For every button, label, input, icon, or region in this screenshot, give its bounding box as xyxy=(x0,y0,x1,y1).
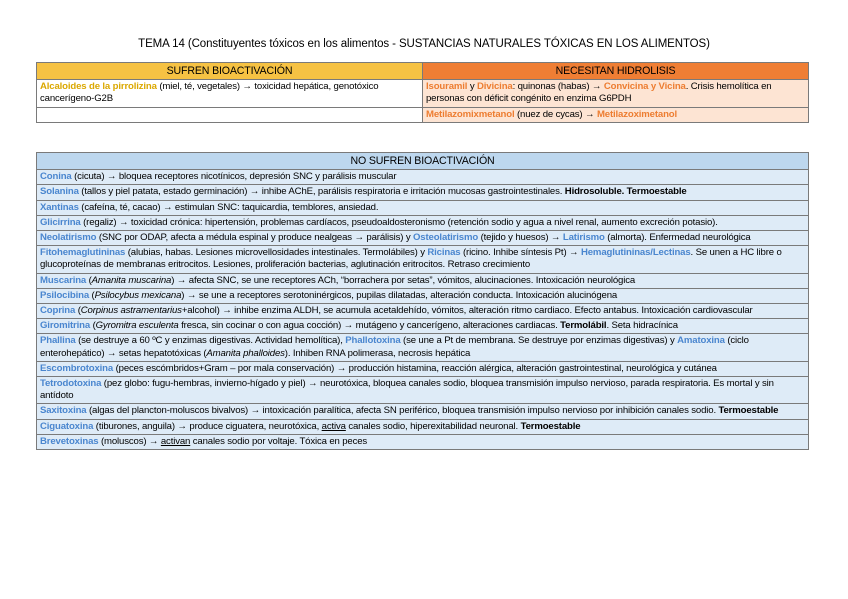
cell-metilazo: Metilazomixmetanol (nuez de cycas) → Metilazoximetanol xyxy=(423,107,809,122)
cell-isouramil: Isouramil y Divicina: quinonas (habas) → Convicina y Vicina. Crisis hemolítica en personas con déficit congénito en enzima G6PDH xyxy=(423,80,809,107)
row-tetrodotoxina: Tetrodotoxina (pez globo: fugu-hembras, invierno-hígado y piel) → neurotóxica, bloquea canales sodio, bloquea transmisión impulso nervioso, parada respiratoria. Es mortal y sin antídoto xyxy=(37,377,809,404)
row-neolatirismo: Neolatirismo (SNC por ODAP, afecta a médula espinal y produce nealgeas → parálisis) y Osteolatirismo (tejido y huesos) → Latirismo (almorta). Enfermedad neurológica xyxy=(37,231,809,246)
row-phallina: Phallina (se destruye a 60 ºC y enzimas digestivas. Actividad hemolítica), Phallotoxina (se une a Pt de membrana. Se destruye por enzimas digestivas) y Amatoxina (ciclo enterohepático) → setas hepatotóxicas (Amanita phalloides). Inhiben RNA polimerasa, necrosis hepática xyxy=(37,334,809,361)
cell-empty xyxy=(37,107,423,122)
row-xantinas: Xantinas (cafeína, té, cacao) → estimulan SNC: taquicardia, temblores, ansiedad. xyxy=(37,200,809,215)
row-escombrotoxina: Escombrotoxina (peces escómbridos+Gram – por mala conservación) → producción histamina, reacción alérgica, alteración gastrointestinal, neurológica y cutánea xyxy=(37,361,809,376)
row-conina: Conina (cicuta) → bloquea receptores nicotínicos, depresión SNC y parálisis muscular xyxy=(37,170,809,185)
row-saxitoxina: Saxitoxina (algas del plancton-moluscos bivalvos) → intoxicación paralítica, afecta SN periférico, bloquea transmisión impulso nervioso por inhibición canales sodio. Termoestable xyxy=(37,404,809,419)
row-psilocibina: Psilocibina (Psilocybus mexicana) → se une a receptores serotoninérgicos, pupilas dilatadas, alteración conducta. Intoxicación alucinógena xyxy=(37,288,809,303)
row-solanina: Solanina (tallos y piel patata, estado germinación) → inhibe AChE, parálisis respiratoria e irritación mucosas gastrointestinales. Hidrosoluble. Termoestable xyxy=(37,185,809,200)
row-ciguatoxina: Ciguatoxina (tiburones, anguila) → produce ciguatera, neurotóxica, activa canales sodio, hiperexitabilidad neuronal. Termoestable xyxy=(37,419,809,434)
row-brevetoxinas: Brevetoxinas (moluscos) → activan canales sodio por voltaje. Tóxica en peces xyxy=(37,434,809,449)
bioactivation-table xyxy=(36,62,809,123)
no-bioactivation-table xyxy=(36,152,809,450)
cell-alcaloides: Alcaloides de la pirrolizina (miel, té, vegetales) → toxicidad hepática, genotóxico cancerígeno-G2B xyxy=(37,80,423,107)
row-fitohemaglutininas: Fitohemaglutininas (alubias, habas. Lesiones microvellosidades intestinales. Termolábiles) y Ricinas (ricino. Inhibe síntesis Pt) → Hemaglutininas/Lectinas. Se unen a HC libre o glucoproteínas de membranas eritrocitos. Lesiones, proliferación bacterias, aglutinación eritrocitos. Retraso crecimiento xyxy=(37,246,809,273)
header-necesitan-hidrolisis: NECESITAN HIDROLISIS xyxy=(423,63,809,80)
row-muscarina: Muscarina (Amanita muscarina) → afecta SNC, se une receptores ACh, “borrachera por setas”, vómitos, alucinaciones. Intoxicación neurológica xyxy=(37,273,809,288)
page-title: TEMA 14 (Constituyentes tóxicos en los alimentos - SUSTANCIAS NATURALES TÓXICAS EN LOS ALIMENTOS) xyxy=(138,38,710,50)
header-sufren-bioactivacion: SUFREN BIOACTIVACIÓN xyxy=(37,63,423,80)
row-giromitrina: Giromitrina (Gyromitra esculenta fresca, sin cocinar o con agua cocción) → mutágeno y cancerígeno, alteraciones cardiacas. Termolábil. Seta hidracínica xyxy=(37,319,809,334)
row-glicirrina: Glicirrina (regaliz) → toxicidad crónica: hipertensión, problemas cardíacos, pseudoaldosteronismo (retención sodio y agua a nivel renal, aumento excreción potasio). xyxy=(37,215,809,230)
row-coprina: Coprina (Corpinus astramentarius+alcohol) → inhibe enzima ALDH, se acumula acetaldehído, vómitos, alteración ritmo cardiaco. Efecto antabus. Intoxicación cardiovascular xyxy=(37,304,809,319)
toxin-name: Alcaloides de la pirrolizina xyxy=(40,81,157,93)
header-no-sufren: NO SUFREN BIOACTIVACIÓN xyxy=(37,153,809,170)
